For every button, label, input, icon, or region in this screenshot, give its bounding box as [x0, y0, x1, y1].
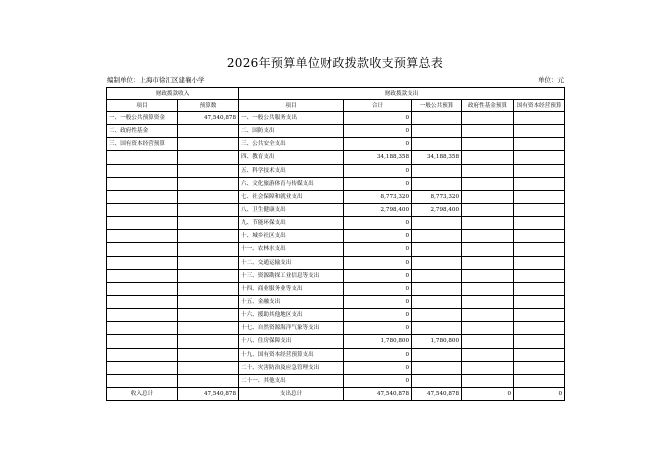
general-public-cell: [412, 230, 462, 243]
income-item-cell: [107, 151, 178, 164]
total-cell: 0: [344, 112, 412, 125]
gov-fund-cell: [462, 256, 514, 269]
gov-fund-total: 0: [462, 387, 514, 400]
table-row: [107, 164, 565, 177]
income-total-label: 收入总计: [107, 387, 178, 400]
general-public-cell: [412, 269, 462, 282]
income-amount-cell: [178, 269, 239, 282]
expense-item-cell: 十二、交通运输支出: [239, 256, 344, 269]
total-cell: 0: [344, 374, 412, 387]
income-item-cell: [107, 203, 178, 216]
gov-fund-cell: [462, 230, 514, 243]
income-item-cell: [107, 230, 178, 243]
general-public-cell: [412, 348, 462, 361]
income-amount-cell: [178, 361, 239, 374]
page-title: 2026年预算单位财政拨款收支预算总表: [226, 56, 444, 70]
expense-item-cell: 六、文化旅游体育与传媒支出: [239, 177, 344, 190]
total-header: 合计: [344, 100, 412, 112]
general-public-cell: [412, 256, 462, 269]
expense-item-cell: 四、教育支出: [239, 151, 344, 164]
table-row: [107, 374, 565, 387]
total-cell: 0: [344, 322, 412, 335]
expense-item-cell: 十七、自然资源海洋气象等支出: [239, 322, 344, 335]
income-amount-cell: [178, 256, 239, 269]
gov-fund-cell: [462, 112, 514, 125]
state-capital-cell: [514, 230, 565, 243]
income-amount-cell: [178, 151, 239, 164]
expense-item-cell: 二、国防支出: [239, 125, 344, 138]
gov-fund-cell: [462, 348, 514, 361]
table-row: [107, 282, 565, 295]
state-capital-cell: [514, 190, 565, 203]
general-public-cell: 34,188,358: [412, 151, 462, 164]
gov-fund-cell: [462, 217, 514, 230]
state-capital-cell: [514, 151, 565, 164]
gov-fund-cell: [462, 125, 514, 138]
expense-item-cell: 十四、商业服务业等支出: [239, 282, 344, 295]
total-cell: 0: [344, 309, 412, 322]
gov-fund-cell: [462, 151, 514, 164]
table-row: [107, 269, 565, 282]
gov-fund-cell: [462, 335, 514, 348]
income-item-cell: [107, 243, 178, 256]
state-capital-cell: [514, 138, 565, 151]
state-capital-cell: [514, 256, 565, 269]
income-amount-cell: [178, 322, 239, 335]
expense-item-cell: 一、一般公共服务支出: [239, 112, 344, 125]
general-public-cell: 1,780,800: [412, 335, 462, 348]
total-cell: 0: [344, 256, 412, 269]
income-amount-cell: [178, 190, 239, 203]
header-group-row: [107, 88, 565, 100]
expense-item-cell: 十九、国有资本经营预算支出: [239, 348, 344, 361]
income-amount-cell: [178, 348, 239, 361]
budget-table: [106, 87, 565, 401]
state-capital-cell: [514, 164, 565, 177]
general-public-cell: [412, 374, 462, 387]
gov-fund-cell: [462, 190, 514, 203]
gov-fund-cell: [462, 295, 514, 308]
expense-item-cell: 十三、资源勘探工业信息等支出: [239, 269, 344, 282]
table-row: [107, 203, 565, 216]
expense-item-cell: 十一、农林水支出: [239, 243, 344, 256]
income-total-amount: 47,540,878: [178, 387, 239, 400]
income-item-cell: 一、一般公共预算资金: [107, 112, 178, 125]
general-public-cell: 2,798,400: [412, 203, 462, 216]
gov-fund-header: 政府性基金预算: [462, 100, 514, 112]
compiling-unit: 编制单位：上海市徐汇区建襄小学: [107, 76, 205, 84]
general-public-cell: [412, 243, 462, 256]
expense-item-cell: 十五、金融支出: [239, 295, 344, 308]
expense-item-cell: 七、社会保障和就业支出: [239, 190, 344, 203]
income-amount-cell: [178, 309, 239, 322]
general-public-cell: [412, 361, 462, 374]
general-public-total: 47,540,878: [412, 387, 462, 400]
table-row: [107, 217, 565, 230]
income-amount-cell: 47,540,878: [178, 112, 239, 125]
expense-item-cell: 十八、住房保障支出: [239, 335, 344, 348]
income-amount-header: 预算数: [178, 100, 239, 112]
state-capital-cell: [514, 374, 565, 387]
total-cell: 0: [344, 177, 412, 190]
general-public-cell: [412, 177, 462, 190]
expense-total-amount: 47,540,878: [344, 387, 412, 400]
state-capital-cell: [514, 348, 565, 361]
gov-fund-cell: [462, 203, 514, 216]
income-item-cell: [107, 295, 178, 308]
state-capital-cell: [514, 203, 565, 216]
expense-item-cell: 五、科学技术支出: [239, 164, 344, 177]
state-capital-header: 国有资本经营预算: [514, 100, 565, 112]
income-item-header: 项目: [107, 100, 178, 112]
income-item-cell: 三、国有资本经营预算: [107, 138, 178, 151]
total-cell: 0: [344, 217, 412, 230]
gov-fund-cell: [462, 361, 514, 374]
expense-item-cell: 十、城乡社区支出: [239, 230, 344, 243]
general-public-cell: [412, 322, 462, 335]
total-cell: 1,780,800: [344, 335, 412, 348]
general-public-cell: [412, 309, 462, 322]
income-item-cell: [107, 282, 178, 295]
income-amount-cell: [178, 230, 239, 243]
state-capital-cell: [514, 282, 565, 295]
income-item-cell: [107, 269, 178, 282]
state-capital-cell: [514, 243, 565, 256]
table-row: [107, 230, 565, 243]
state-capital-cell: [514, 125, 565, 138]
currency-unit: 单位：元: [538, 76, 564, 84]
table-row: [107, 177, 565, 190]
income-amount-cell: [178, 295, 239, 308]
income-item-cell: [107, 217, 178, 230]
gov-fund-cell: [462, 164, 514, 177]
income-item-cell: [107, 309, 178, 322]
total-cell: 34,188,358: [344, 151, 412, 164]
table-row: [107, 243, 565, 256]
income-amount-cell: [178, 164, 239, 177]
general-public-cell: [412, 295, 462, 308]
state-capital-cell: [514, 309, 565, 322]
total-cell: 0: [344, 230, 412, 243]
expense-group-header: 财政拨款支出: [239, 88, 565, 100]
income-amount-cell: [178, 282, 239, 295]
general-public-cell: [412, 138, 462, 151]
table-row: [107, 322, 565, 335]
table-row: [107, 335, 565, 348]
general-public-cell: [412, 217, 462, 230]
state-capital-cell: [514, 295, 565, 308]
income-item-cell: [107, 177, 178, 190]
gov-fund-cell: [462, 282, 514, 295]
table-row: [107, 348, 565, 361]
expense-item-cell: 二十一、其他支出: [239, 374, 344, 387]
general-public-cell: 8,773,320: [412, 190, 462, 203]
total-cell: 0: [344, 164, 412, 177]
general-public-cell: [412, 164, 462, 177]
income-item-cell: [107, 322, 178, 335]
table-row: [107, 295, 565, 308]
general-public-cell: [412, 125, 462, 138]
expense-item-cell: 二十、灾害防治及应急管理支出: [239, 361, 344, 374]
total-cell: 0: [344, 138, 412, 151]
state-capital-total: 0: [514, 387, 565, 400]
income-group-header: 财政拨款收入: [107, 88, 239, 100]
income-item-cell: [107, 256, 178, 269]
income-amount-cell: [178, 217, 239, 230]
gov-fund-cell: [462, 322, 514, 335]
income-item-cell: 二、政府性基金: [107, 125, 178, 138]
income-amount-cell: [178, 138, 239, 151]
income-item-cell: [107, 348, 178, 361]
income-amount-cell: [178, 177, 239, 190]
table-row: [107, 256, 565, 269]
income-amount-cell: [178, 203, 239, 216]
general-public-header: 一般公共预算: [412, 100, 462, 112]
state-capital-cell: [514, 112, 565, 125]
income-item-cell: [107, 190, 178, 203]
state-capital-cell: [514, 335, 565, 348]
header-column-row: [107, 100, 565, 112]
state-capital-cell: [514, 361, 565, 374]
table-row: [107, 190, 565, 203]
totals-row: [107, 387, 565, 400]
income-item-cell: [107, 164, 178, 177]
total-cell: 0: [344, 269, 412, 282]
income-item-cell: [107, 335, 178, 348]
income-amount-cell: [178, 374, 239, 387]
gov-fund-cell: [462, 269, 514, 282]
income-amount-cell: [178, 125, 239, 138]
table-row: [107, 125, 565, 138]
gov-fund-cell: [462, 243, 514, 256]
expense-total-label: 支出总计: [239, 387, 344, 400]
table-row: [107, 361, 565, 374]
expense-item-header: 项目: [239, 100, 344, 112]
general-public-cell: [412, 282, 462, 295]
table-row: [107, 309, 565, 322]
total-cell: 0: [344, 348, 412, 361]
total-cell: 0: [344, 295, 412, 308]
expense-item-cell: 九、节能环保支出: [239, 217, 344, 230]
gov-fund-cell: [462, 374, 514, 387]
total-cell: 0: [344, 243, 412, 256]
gov-fund-cell: [462, 309, 514, 322]
total-cell: 0: [344, 125, 412, 138]
income-amount-cell: [178, 335, 239, 348]
state-capital-cell: [514, 269, 565, 282]
table-row: [107, 112, 565, 125]
state-capital-cell: [514, 177, 565, 190]
expense-item-cell: 八、卫生健康支出: [239, 203, 344, 216]
gov-fund-cell: [462, 138, 514, 151]
total-cell: 0: [344, 361, 412, 374]
expense-item-cell: 三、公共安全支出: [239, 138, 344, 151]
expense-item-cell: 十六、援助其他地区支出: [239, 309, 344, 322]
total-cell: 0: [344, 282, 412, 295]
table-row: [107, 151, 565, 164]
table-row: [107, 138, 565, 151]
total-cell: 8,773,320: [344, 190, 412, 203]
income-amount-cell: [178, 243, 239, 256]
gov-fund-cell: [462, 177, 514, 190]
income-item-cell: [107, 361, 178, 374]
total-cell: 2,798,400: [344, 203, 412, 216]
income-item-cell: [107, 374, 178, 387]
state-capital-cell: [514, 217, 565, 230]
state-capital-cell: [514, 322, 565, 335]
general-public-cell: [412, 112, 462, 125]
